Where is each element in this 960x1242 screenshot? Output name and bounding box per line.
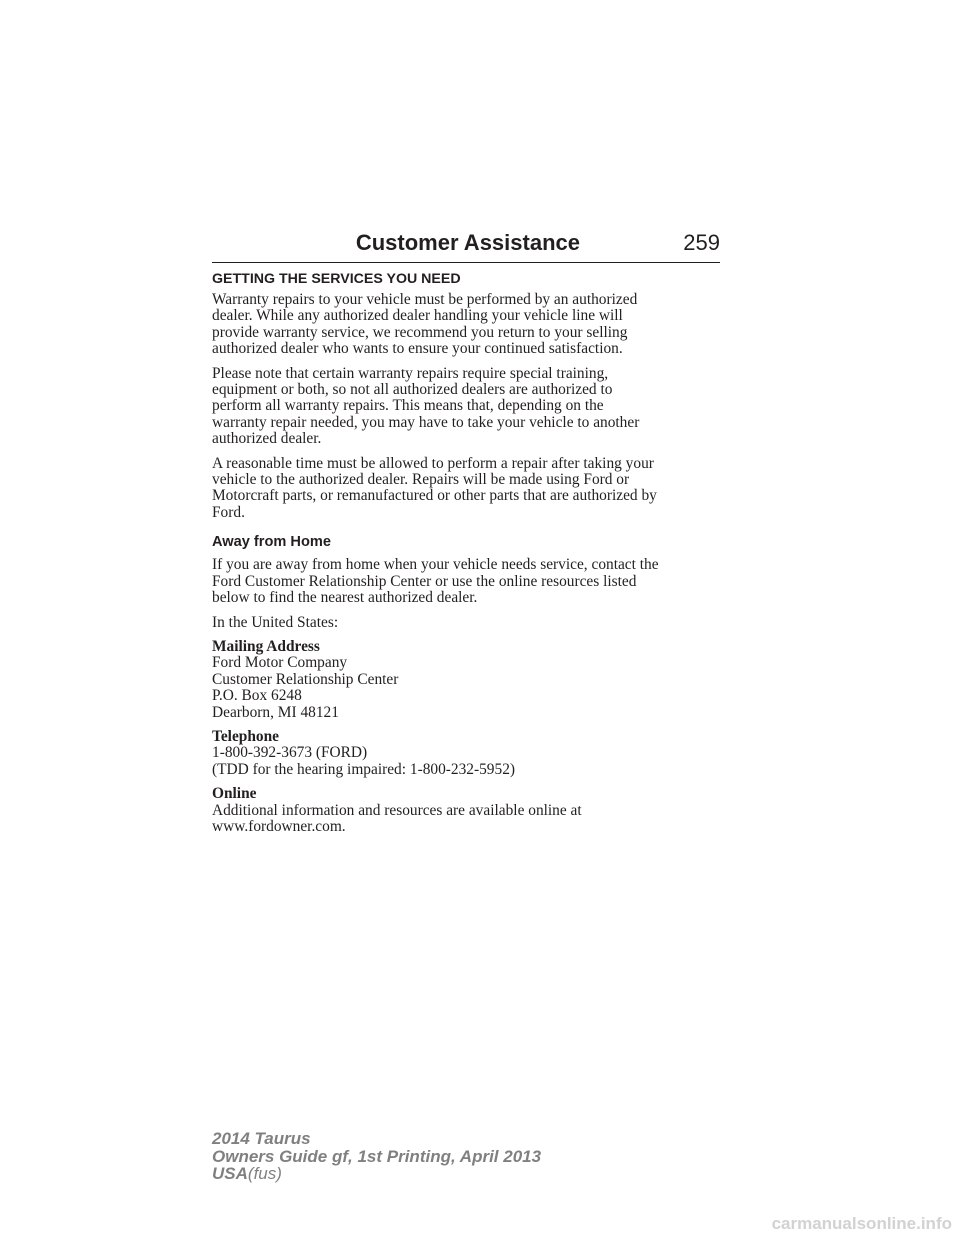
text-line: authorized dealer who wants to ensure your continued satisfaction.: [212, 340, 623, 358]
page-footer: [212, 1130, 541, 1183]
text-line: In the United States:: [212, 613, 339, 631]
footer-region-code: (fus): [247, 1164, 282, 1183]
text-line: dealer. While any authorized dealer handling your vehicle line will: [212, 307, 623, 325]
watermark: carmanualsonline.info: [771, 1214, 952, 1233]
away-from-home-heading: Away from Home: [212, 534, 331, 551]
text-line: warranty repair needed, you may have to take your vehicle to another: [212, 413, 640, 431]
mailing-address-label: Mailing Address: [212, 637, 320, 655]
telephone-block: [212, 729, 732, 778]
text-line: Please note that certain warranty repairs require special training,: [212, 364, 609, 382]
text-line: Motorcraft parts, or remanufactured or other parts that are authorized by: [212, 487, 657, 505]
online-line: Additional information and resources are available online at: [212, 801, 582, 819]
telephone-line: 1-800-392-3673 (FORD): [212, 744, 368, 762]
address-line: Customer Relationship Center: [212, 670, 399, 688]
mailing-address-block: [212, 639, 732, 721]
telephone-label: Telephone: [212, 727, 279, 745]
text-line: equipment or both, so not all authorized dealers are authorized to: [212, 381, 613, 399]
paragraph-reasonable-time: [212, 456, 732, 522]
text-line: provide warranty service, we recommend you return to your selling: [212, 323, 628, 341]
text-line: Ford.: [212, 503, 245, 521]
online-label: Online: [212, 785, 257, 803]
text-line: authorized dealer.: [212, 430, 322, 448]
paragraph-warranty: [212, 292, 732, 358]
text-line: Ford Customer Relationship Center or use the online resources listed: [212, 572, 637, 590]
footer-model: 2014 Taurus: [212, 1129, 311, 1148]
paragraph-special-training: [212, 366, 732, 448]
text-line: If you are away from home when your vehicle needs service, contact the: [212, 556, 659, 574]
text-line: vehicle to the authorized dealer. Repairs will be made using Ford or: [212, 471, 630, 489]
text-line: below to find the nearest authorized dealer.: [212, 589, 478, 607]
address-line: Ford Motor Company: [212, 654, 348, 672]
page-content: [212, 270, 732, 843]
text-line: perform all warranty repairs. This means that, depending on the: [212, 397, 604, 415]
page-header: [212, 230, 720, 263]
online-url: www.fordowner.com.: [212, 817, 346, 835]
header-title: Customer Assistance: [355, 230, 580, 255]
address-line: P.O. Box 6248: [212, 687, 302, 705]
section-heading: GETTING THE SERVICES YOU NEED: [212, 271, 461, 287]
text-line: Warranty repairs to your vehicle must be performed by an authorized: [212, 291, 638, 308]
telephone-line: (TDD for the hearing impaired: 1-800-232-5952): [212, 760, 516, 778]
address-line: Dearborn, MI 48121: [212, 703, 339, 721]
footer-printing: Owners Guide gf, 1st Printing, April 2013: [212, 1146, 542, 1166]
footer-region: [212, 1165, 541, 1183]
footer-region-main: USA: [212, 1164, 248, 1183]
paragraph-away: [212, 557, 732, 606]
online-block: [212, 786, 732, 835]
page-number: 259: [683, 230, 720, 255]
text-line: A reasonable time must be allowed to perform a repair after taking your: [212, 454, 654, 472]
country-line: [212, 615, 732, 631]
